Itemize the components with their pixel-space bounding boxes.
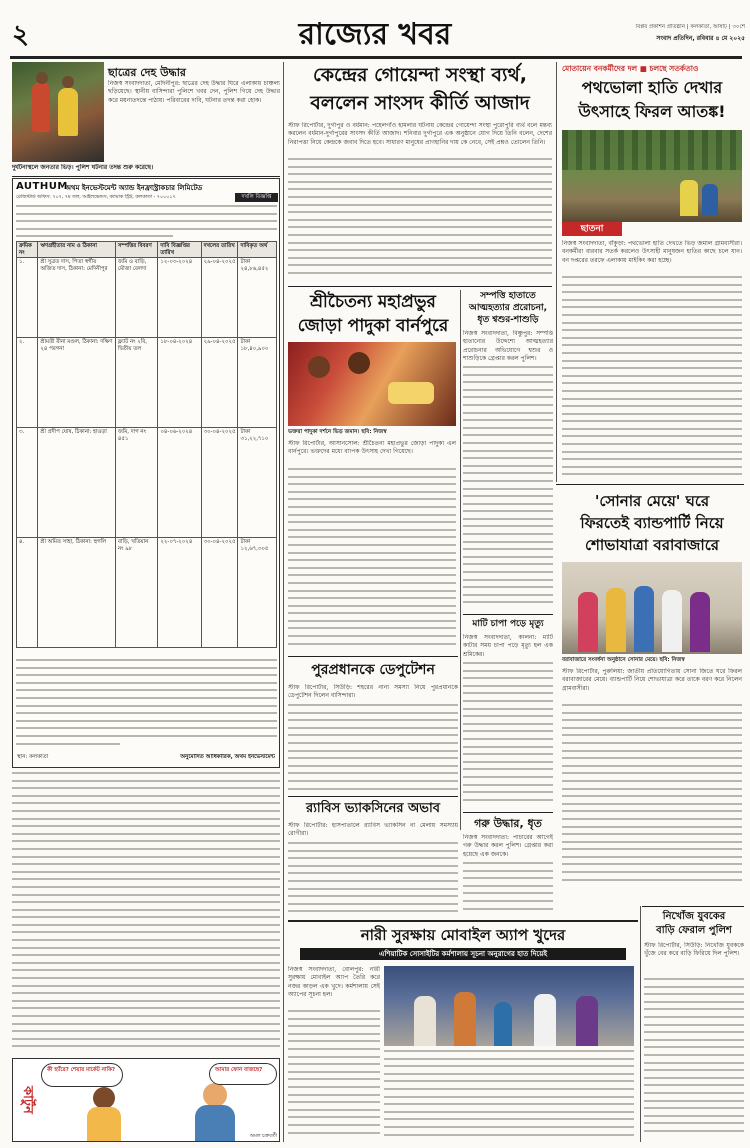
lead-body-continued	[288, 158, 552, 284]
chaitanya-caption: ভক্তরা পাদুকা দর্শনে ভিড় জমান। ছবি: নিজস্ব	[288, 429, 387, 435]
page-number: ২	[12, 20, 29, 50]
chaitanya-photo	[288, 342, 456, 426]
mud-body: নিজস্ব সংবাদদাতা, কালনা: মাটি কাটার সময় চাপা পড়ে মৃত্যু হল এক শ্রমিকের।	[463, 634, 553, 658]
cattle-body: নিজস্ব সংবাদদাতা: পাচারের আগেই গরু উদ্ধার করল পুলিশ। গ্রেপ্তার করা হয়েছে এক জনকে।	[463, 834, 553, 858]
rabies-body-continued	[288, 842, 458, 916]
student-caption: দুর্ঘটনাস্থলে জনতার ভিড়। পুলিশ ঘটনার তদন্ত শুরু করেছে।	[12, 164, 154, 171]
tender-badge: দখলি বিজ্ঞপ্তি	[235, 193, 278, 202]
column-divider	[460, 290, 461, 830]
property-body: নিজস্ব সংবাদদাতা, বিষ্ণুপুর: সম্পত্তি হাতানোর উদ্দেশ্যে আত্মহত্যার প্ররোচনার অভিযোগে শ্বশুর ও শাশুড়িকে গ্রেপ্তার করল পুলিশ।	[463, 330, 553, 363]
mud-body-continued	[463, 662, 553, 810]
elephant-body: নিজস্ব সংবাদদাতা, বাঁকুড়া: পথভোলা হাতি দেখতে ভিড় জমাল গ্রামবাসীরা। বনকর্মীরা বারবার সতর্ক করলেও উৎসাহী মানুষজন হাতির কাছে চলে যান। বন দপ্তরের তরফে এলাকায় মাইকিং করা হচ্ছে।	[562, 240, 742, 264]
tender-col-possession-date: দখলের তারিখ	[201, 242, 238, 258]
divider	[642, 906, 744, 907]
gold-girl-body-continued	[562, 704, 742, 896]
missing-headline-line-2: বাড়ি ফেরাল পুলিশ	[656, 925, 732, 936]
tender-place: স্থান: কলকাতা	[17, 754, 49, 760]
table-row: ২. শ্রীমতী রীনা মণ্ডল, ঠিকানা: দক্ষিণ ২৪ পরগনা ফ্ল্যাট নং ২বি, দ্বিতীয় তল ১৮-০৪-২০২৪ ২৯-০৪-২০২৫ টাকা ১৮,৪০,৯০০	[17, 338, 277, 428]
missing-body-continued	[644, 978, 744, 1140]
missing-headline-line-1: নিখোঁজ যুবকের	[662, 911, 726, 922]
section-title: রাজ্যের খবর	[298, 17, 452, 52]
cartoon-label: কার্টুন	[20, 1086, 35, 1114]
rabies-headline: র‍্যাবিস ভ্যাকসিনের অভাব	[306, 801, 440, 816]
women-safety-photo	[384, 966, 634, 1046]
rabies-body: স্টাফ রিপোর্টার: হাসপাতালে র‍্যাবিস ভ্যাকসিন না মেলায় সমস্যায় রোগীরা।	[288, 822, 458, 838]
divider	[463, 614, 553, 615]
deputation-body-continued	[288, 704, 458, 794]
table-row: ৪. শ্রী অমিত সাহা, ঠিকানা: হুগলি বাড়ি, খতিয়ান নং ৯৮ ২২-০৭-২০২৪ ৩০-০৪-২০২৫ টাকা ১২,৬৭,৩০৫	[17, 538, 277, 648]
cartoon-credit: অমল চক্রবর্তী	[249, 1133, 277, 1139]
gold-girl-caption: বরাবাজারে সংবর্ধনা অনুষ্ঠানে সোনার মেয়ে। ছবি: নিজস্ব	[562, 657, 685, 663]
elephant-kicker: মোতায়েন বনকর্মীদের দল ■ চলছে সতর্কতাও	[562, 64, 699, 73]
chaitanya-body-continued	[288, 468, 456, 654]
women-safety-headline: নারী সুরক্ষায় মোবাইল অ্যাপ খুদের	[360, 926, 566, 944]
missing-body: স্টাফ রিপোর্টার, সিউড়ি: নিখোঁজ যুবককে খুঁজে বের করে বাড়ি ফিরিয়ে দিল পুলিশ।	[644, 942, 744, 958]
elephant-photo-label: ছাতনা	[562, 222, 622, 236]
women-safety-columns	[384, 1050, 634, 1140]
column-divider	[640, 906, 641, 1142]
chaitanya-headline-line-2: জোড়া পাদুকা বার্নপুরে	[297, 316, 449, 336]
tender-notice	[12, 178, 280, 768]
tender-table	[16, 241, 277, 648]
gold-girl-headline-line-1: 'সোনার মেয়ে' ঘরে	[594, 492, 710, 510]
table-row: ৩. শ্রী প্রদীপ ঘোষ, ঠিকানা: হাওড়া জমি, দাগ নং ৪৫১ ০৪-০৬-২০২৪ ৩০-০৪-২০২৫ টাকা ৩১,২২,৭১০	[17, 428, 277, 538]
student-body: নিজস্ব সংবাদদাতা, মেদিনীপুর: ছাত্রের দেহ উদ্ধার ঘিরে এলাকায় চাঞ্চল্য ছড়িয়েছে। স্থানীয় বাসিন্দারা পুলিশে খবর দেন, পুলিশ গিয়ে দেহ উদ্ধার করে ময়নাতদন্তে পাঠায়। পরিবারের দাবি, ঘটনার তদন্ত করা হোক।	[108, 80, 280, 104]
column-divider	[556, 62, 557, 482]
divider	[463, 812, 553, 813]
tender-preamble	[16, 205, 277, 241]
cartoon-character-left	[83, 1087, 123, 1142]
gold-girl-headline-line-3: শোভাযাত্রা বরাবাজারে	[584, 536, 720, 554]
chaitanya-headline-line-1: শ্রীচৈতন্য মহাপ্রভুর	[310, 292, 436, 312]
divider	[288, 920, 638, 922]
women-safety-subhead: এশিয়াটিক সোসাইটির কর্মশালায় সূচনা অনুরাগের হাত দিয়েই	[300, 948, 626, 960]
table-row: ১. শ্রী সুব্রত দাস, পিতা স্বর্গীয় অজিত দাস, ঠিকানা: মেদিনীপুর জমি ও বাড়ি, মৌজা বেলদা ১২-০৩-২০২৪ ২৯-০৪-২০২৫ টাকা ২৪,৮৬,৪৫২	[17, 258, 277, 338]
tender-col-property: সম্পত্তির বিবরণ	[115, 242, 157, 258]
student-headline: ছাত্রের দেহ উদ্ধার	[108, 66, 186, 79]
cattle-body-continued	[463, 862, 553, 916]
tender-title: অথম ইনভেস্টমেন্ট অ্যান্ড ইনফ্রাস্ট্রাকচার লিমিটেড	[65, 184, 203, 192]
gold-girl-photo	[562, 562, 742, 654]
elephant-body-continued	[562, 276, 742, 490]
tender-col-demand-date: দাবি বিজ্ঞপ্তির তারিখ	[158, 242, 201, 258]
divider	[288, 656, 458, 657]
masthead	[0, 0, 750, 58]
divider	[288, 796, 458, 797]
women-safety-body: নিজস্ব সংবাদদাতা, বোলপুর: নারী সুরক্ষায় মোবাইল অ্যাপ তৈরি করে নজর কাড়ল এক খুদে। কর্মশালায় সেই অ্যাপের সূচনা হল।	[288, 966, 380, 999]
lead-headline-line-2: বললেন সাংসদ কীর্তি আজাদ	[310, 92, 530, 114]
property-headline-line-1: সম্পত্তি হাতাতে	[480, 291, 536, 301]
tender-logo: AUTHUM	[16, 181, 68, 192]
divider	[288, 286, 552, 287]
tender-signature: অনুমোদিত আধিকারিক, অথম ইনভেস্টমেন্ট	[180, 754, 275, 760]
lead-headline-line-1: কেন্দ্রের গোয়েন্দা সংস্থা ব্যর্থ,	[313, 64, 527, 86]
cartoon-strip	[12, 1058, 280, 1142]
left-column-text	[12, 772, 280, 1054]
divider	[556, 484, 744, 485]
tender-address: রেজিস্টার্ড অফিস: ৭০৭, ৭ম তল, আইলভেন্ডস, ক্যামাক স্ট্রিট, কলকাতা - ৭০০০১৭	[16, 195, 176, 200]
mud-headline: মাটি চাপা পড়ে মৃত্যু	[472, 619, 544, 629]
property-body-continued	[463, 366, 553, 612]
women-safety-body-continued	[288, 1010, 380, 1140]
cartoon-balloon-left: কী হ্যাঁরে? শেয়ার মার্কেট নাকি?	[41, 1063, 123, 1087]
tender-terms	[16, 659, 277, 749]
elephant-photo	[562, 130, 742, 222]
gold-girl-body: স্টাফ রিপোর্টার, পুরুলিয়া: জাতীয় প্রতিযোগিতায় সোনা জিতে ঘরে ফিরল বরাবাজারের মেয়ে। ব্যান্ডপার্টি নিয়ে শোভাযাত্রা করে তাকে বরণ করে নিলেন গ্রামবাসীরা।	[562, 668, 742, 692]
property-headline-line-3: ধৃত শ্বশুর-শাশুড়ি	[477, 315, 539, 325]
lead-body: স্টাফ রিপোর্টার, দুর্গাপুর ও বর্ধমান: পহেলগাঁও হামলার ঘটনায় কেন্দ্রের গোয়েন্দা সংস্থা পুরোপুরি ব্যর্থ বলে মন্তব্য করলেন বর্ধমান-দুর্গাপুরের সাংসদ কীর্তি আজাদ। শনিবার দুর্গাপুরে এক অনুষ্ঠানে যোগ দিয়ে তিনি বলেন, দেশের নিরাপত্তা নিয়ে কেন্দ্রকে জবাব দিতে হবে। সাধারণ মানুষের প্রাণহানির দায় কে নেবে, সেই প্রশ্নও তোলেন তিনি।	[288, 122, 552, 146]
elephant-headline-line-2: উৎসাহে ফিরল আতঙ্ক!	[578, 102, 726, 121]
edition-line-1: বিপ্লব প্রকাশন প্রতিষ্ঠান | কলকাতা, আষাঢ় | ৩০শে	[635, 24, 745, 30]
cattle-headline: গরু উদ্ধার, ধৃত	[474, 817, 542, 830]
cartoon-balloon-right: আমার ফোন বাজছে?	[209, 1063, 277, 1085]
tender-col-sl: ক্রমিক নং	[17, 242, 38, 258]
divider	[12, 176, 280, 177]
deputation-body: স্টাফ রিপোর্টার, সিউড়ি: শহরের নানা সমস্যা নিয়ে পুরপ্রধানকে ডেপুটেশন দিলেন বাসিন্দারা।	[288, 684, 458, 700]
masthead-rule	[10, 56, 742, 59]
gold-girl-headline-line-2: ফিরতেই ব্যান্ডপার্টি নিয়ে	[580, 514, 724, 532]
column-divider	[283, 62, 284, 1142]
edition-line-2: সংবাদ প্রতিদিন, রবিবার ৪ মে ২০২৫	[656, 35, 745, 42]
tender-col-borrower: ঋণগ্রহীতার নাম ও ঠিকানা	[38, 242, 116, 258]
tender-col-amount: দাবিকৃত অর্থ	[238, 242, 277, 258]
deputation-headline: পুরপ্রধানকে ডেপুটেশন	[311, 662, 435, 678]
chaitanya-body: স্টাফ রিপোর্টার, আসানসোল: শ্রীচৈতন্য মহাপ্রভুর জোড়া পাদুকা এল বার্নপুরে। ভক্তদের মধ্যে ব্যাপক উৎসাহ দেখা গিয়েছে।	[288, 440, 456, 456]
student-photo	[12, 62, 104, 162]
property-headline-line-2: আত্মহত্যার প্ররোচনা,	[468, 303, 548, 313]
elephant-headline-line-1: পথভোলা হাতি দেখার	[581, 78, 723, 97]
